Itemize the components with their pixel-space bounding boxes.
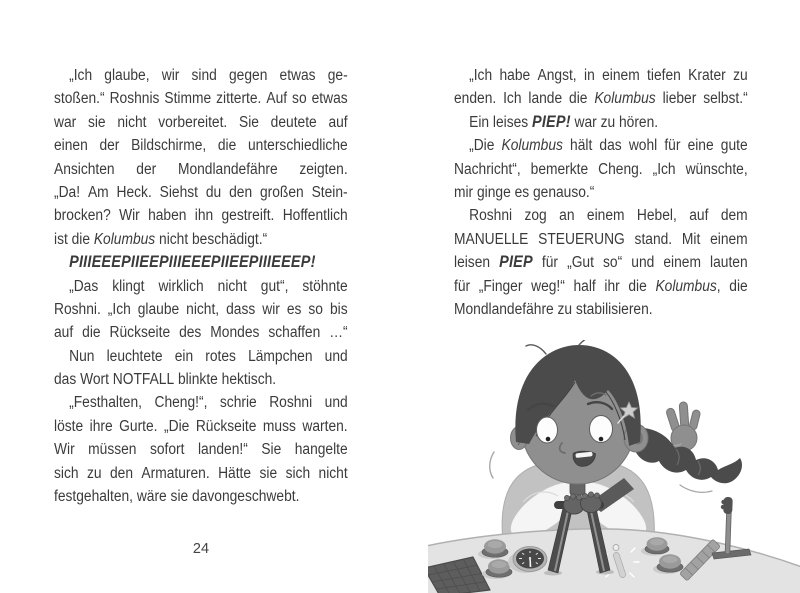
text-line: auf die Rückseite des Mondes schaffen …“ <box>54 324 348 342</box>
text-line: ist die Kolumbus nicht beschädigt.“ <box>54 230 268 248</box>
text-line: Roshni zog an einem Hebel, auf dem <box>469 207 748 225</box>
scene-illustration <box>428 340 800 593</box>
text-line: „Festhalten, Cheng!“, schrie Roshni und <box>69 394 348 412</box>
text-line: „Ich glaube, wir sind gegen etwas ge- <box>69 67 348 84</box>
text-line: PIIIEEEPIIEEPIIIEEEPIIEEPIIIEEEP! <box>69 253 316 272</box>
text-line: „Das klingt wirklich nicht gut“, stöhnte <box>69 277 348 295</box>
text-line: „Da! Am Heck. Siehst du den großen Stein- <box>54 183 348 201</box>
text-line: festgehalten, wäre sie davongeschwebt. <box>54 488 300 506</box>
text-line: Ansichten der Mondlandefähre zeigten. <box>54 160 348 178</box>
left-page-text-column <box>54 64 348 508</box>
text-line: Nachricht“, bemerkte Cheng. „Ich wünschte, <box>454 160 748 178</box>
text-line: einen der Bildschirme, die unterschiedliche <box>54 137 348 155</box>
text-line: Mondlandefähre zu stabilisieren. <box>454 300 653 318</box>
text-line: MANUELLE STEUERUNG stand. Mit einem <box>454 230 748 248</box>
text-line: für „Finger weg!“ half ihr die Kolumbus, die <box>454 277 748 295</box>
right-page-text-column <box>454 64 748 321</box>
text-line: war sie nicht vorbereitet. Sie deutete auf <box>54 113 348 131</box>
text-line: Wir müssen sofort landen!“ Sie hangelte <box>54 441 348 459</box>
motion-line-shoulder <box>490 452 494 478</box>
text-line: Nun leuchtete ein rotes Lämpchen und <box>69 347 348 365</box>
text-line: Ein leises PIEP! war zu hören. <box>469 112 659 131</box>
text-line: „Ich habe Angst, in einem tiefen Krater zu <box>469 67 748 84</box>
motion-line-braid <box>680 485 712 492</box>
page-number: 24 <box>192 541 210 557</box>
pupil-right <box>599 437 604 442</box>
text-line: brocken? Wir haben ihn gestreift. Hoffentlich <box>54 207 348 225</box>
text-line: mir ginge es genauso.“ <box>454 183 595 201</box>
text-line: Roshni. „Ich glaube nicht, dass wir es so bis <box>54 300 348 318</box>
text-line: sich zu den Armaturen. Hätte sie sich nicht <box>54 464 348 482</box>
text-line: leisen PIEP für „Gut so“ und einem lauten <box>454 253 748 272</box>
text-line: löste ihre Gurte. „Die Rückseite muss warten. <box>54 417 348 435</box>
text-line: stoßen.“ Roshnis Stimme zitterte. Auf so etwas <box>54 90 348 108</box>
girl <box>490 340 742 549</box>
hair-strand-top <box>579 340 600 345</box>
text-line: das Wort NOTFALL blinkte hektisch. <box>54 371 277 389</box>
pupil-left <box>546 437 551 442</box>
text-line: enden. Ich lande die Kolumbus lieber selbst.“ <box>454 90 748 108</box>
hair-strand-left <box>526 345 546 354</box>
text-line: „Die Kolumbus hält das wohl für eine gute <box>469 137 748 155</box>
